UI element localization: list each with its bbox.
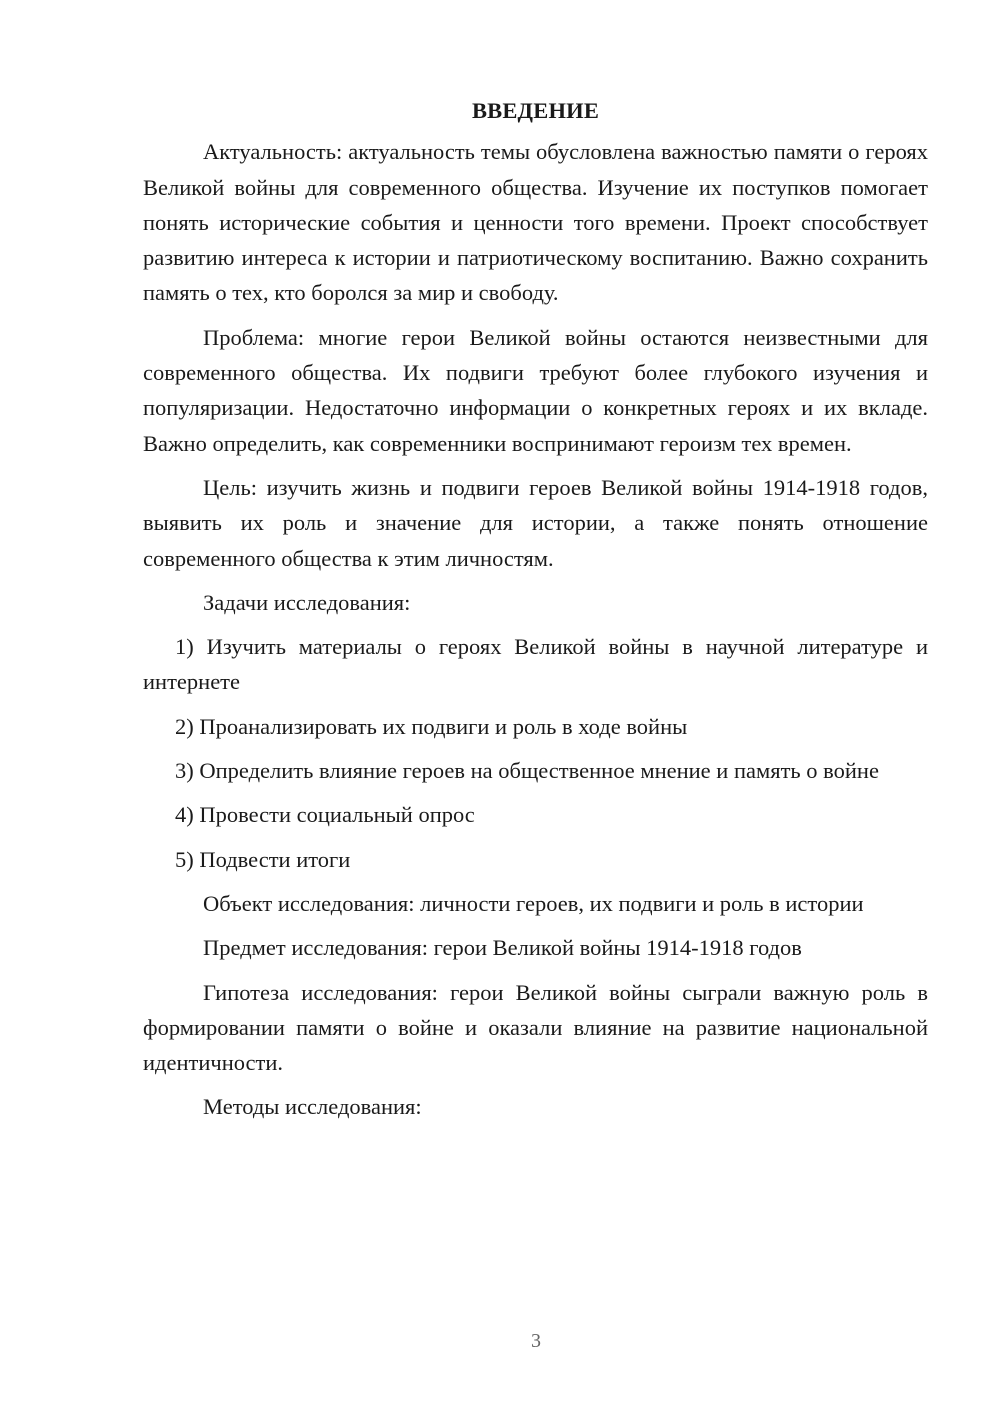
goal-paragraph: Цель: изучить жизнь и подвиги героев Великой войны 1914-1918 годов, выявить их роль и значение для истории, а также понять отношение современного общества к этим личностям. bbox=[143, 474, 928, 571]
section-title: ВВЕДЕНИЕ bbox=[471, 98, 600, 123]
task-item-2: 2) Проанализировать их подвиги и роль в ходе войны bbox=[175, 713, 688, 739]
task-item-3: 3) Определить влияние героев на общественное мнение и память о войне bbox=[175, 758, 879, 784]
hypothesis-paragraph: Гипотеза исследования: герои Великой войны сыграли важную роль в формировании памяти о войне и оказали влияние на развитие национальной идентичности. bbox=[143, 979, 928, 1076]
object-paragraph: Объект исследования: личности героев, их подвиги и роль в истории bbox=[203, 890, 864, 916]
task-item-1: 1) Изучить материалы о героях Великой войны в научной литературе и интернете bbox=[143, 634, 928, 695]
task-item-4: 4) Провести социальный опрос bbox=[175, 802, 475, 828]
subject-paragraph: Предмет исследования: герои Великой войны 1914-1918 годов bbox=[203, 935, 802, 961]
problem-paragraph: Проблема: многие герои Великой войны остаются неизвестными для современного общества. Их подвиги требуют более глубокого изучения и популяризации. Недостаточно информации о конкретных героях и их вкладе. Важно определить, как современники воспринимают героизм тех времен. bbox=[143, 324, 928, 456]
task-item-5: 5) Подвести итоги bbox=[175, 846, 351, 872]
methods-heading: Методы исследования: bbox=[203, 1094, 422, 1120]
relevance-paragraph: Актуальность: актуальность темы обусловлена важностью памяти о героях Великой войны для современного общества. Изучение их поступков помогает понять исторические события и ценности того времени. Проект способствует развитию интереса к истории и патриотическому воспитанию. Важно сохранить память о тех, кто боролся за мир и свободу. bbox=[143, 139, 928, 306]
page-number: 3 bbox=[531, 1330, 541, 1352]
page-content bbox=[143, 93, 928, 1134]
tasks-heading: Задачи исследования: bbox=[203, 589, 411, 615]
